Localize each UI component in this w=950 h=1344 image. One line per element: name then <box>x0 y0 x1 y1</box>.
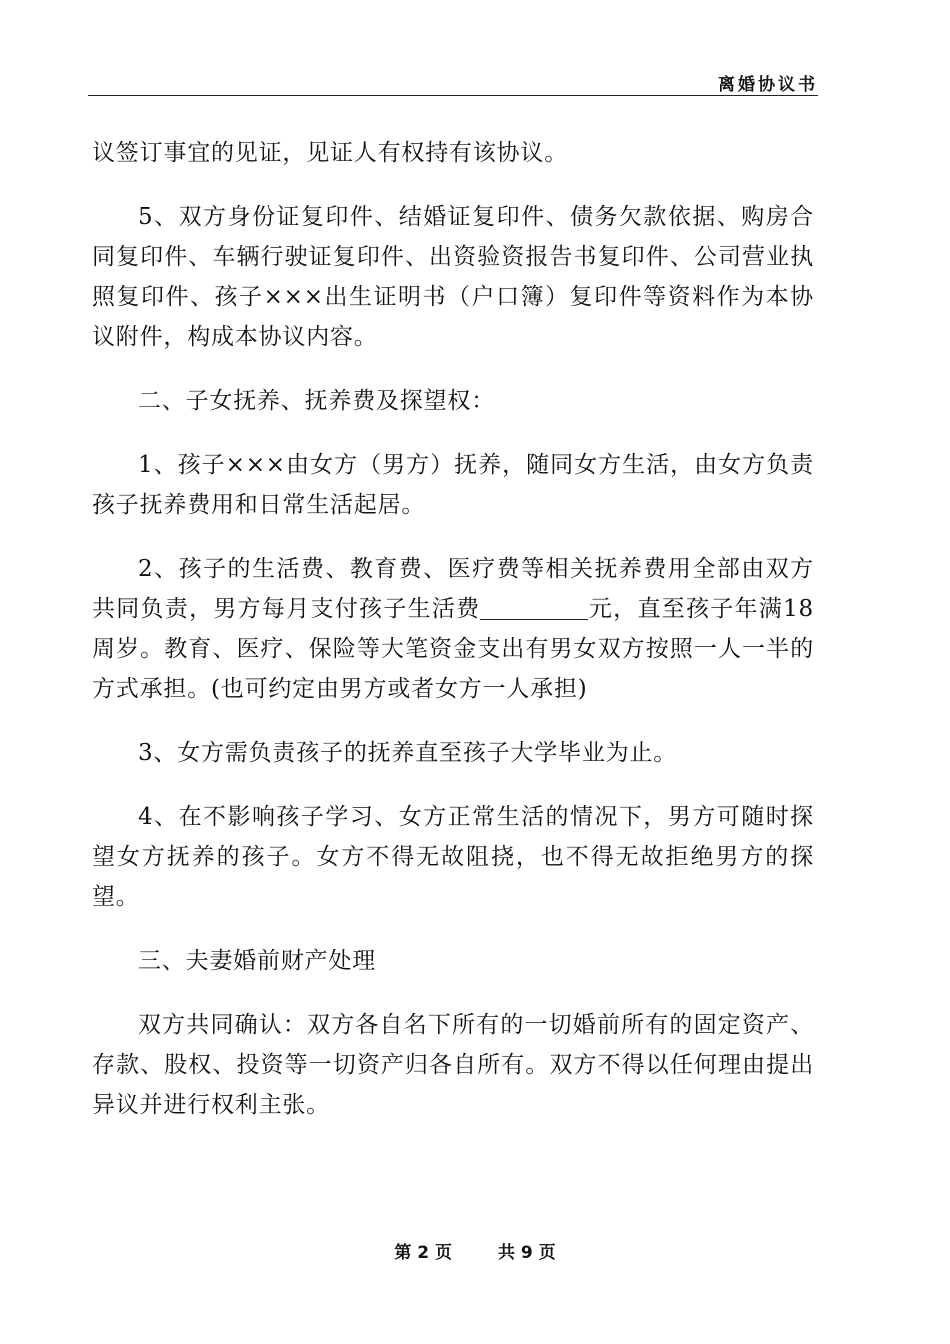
paragraph-custody-1: 1、孩子×××由女方（男方）抚养，随同女方生活，由女方负责孩子抚养费用和日常生活起居。 <box>92 452 814 518</box>
paragraph-continuation: 议签订事宜的见证，见证人有权持有该协议。 <box>92 140 568 166</box>
page-number: 第 2 页 <box>394 1243 453 1263</box>
header-divider <box>88 95 818 96</box>
page-footer <box>0 1238 950 1263</box>
page-total: 共 9 页 <box>497 1243 556 1263</box>
paragraph-custody-2-part-a: 2、孩子的生活费、教育费、医疗费等相关抚养费用全部由双方共同负责，男方每月支付孩子生活费 <box>92 556 814 622</box>
section-heading-premarital-property: 三、夫妻婚前财产处理 <box>138 948 376 974</box>
paragraph-custody-2 <box>92 549 814 709</box>
section-heading-child-custody: 二、子女抚养、抚养费及探望权： <box>138 388 495 414</box>
paragraph-attachments: 5、双方身份证复印件、结婚证复印件、债务欠款依据、购房合同复印件、车辆行驶证复印件、出资验资报告书复印件、公司营业执照复印件、孩子×××出生证明书（户口簿）复印件等资料作为本协议附件，构成本协议内容。 <box>92 204 814 350</box>
paragraph-property: 双方共同确认：双方各自名下所有的一切婚前所有的固定资产、存款、股权、投资等一切资产归各自所有。双方不得以任何理由提出异议并进行权利主张。 <box>92 1012 814 1118</box>
amount-blank-line <box>480 593 588 620</box>
paragraph-custody-2-part-b: 元，直至孩子年满18周岁。教育、医疗、保险等大笔资金支出有男女双方按照一人一半的方式承担。(也可约定由男方或者女方一人承担) <box>92 596 814 702</box>
paragraph-custody-4: 4、在不影响孩子学习、女方正常生活的情况下，男方可随时探望女方抚养的孩子。女方不得无故阻挠，也不得无故拒绝男方的探望。 <box>92 804 814 910</box>
document-header-title: 离婚协议书 <box>718 75 818 95</box>
document-body <box>92 133 814 1149</box>
paragraph-custody-3: 3、女方需负责孩子的抚养直至孩子大学毕业为止。 <box>138 740 678 766</box>
